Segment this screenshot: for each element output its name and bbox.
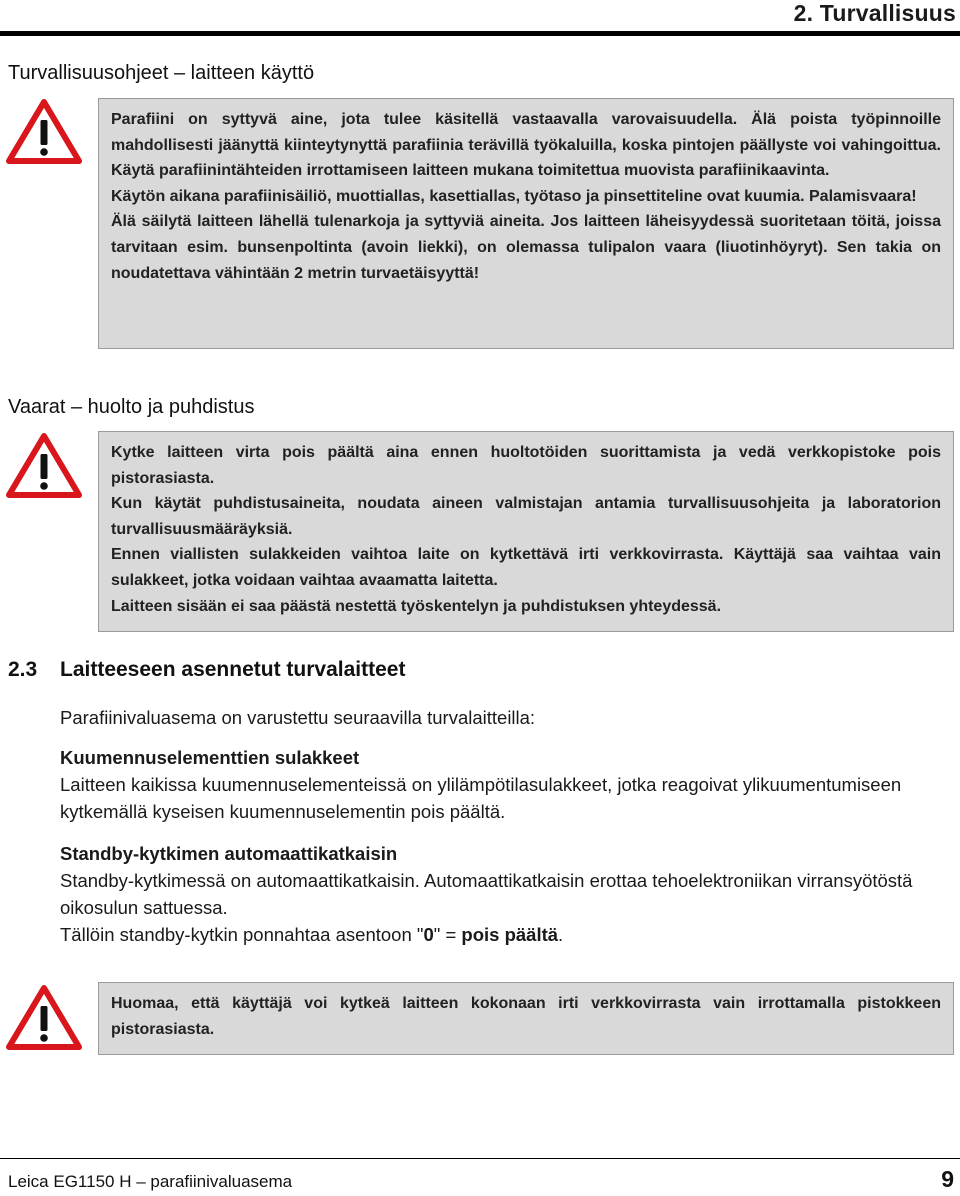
note-box-unplug <box>98 982 954 1055</box>
warning-paragraph: Käytön aikana parafiinisäiliö, muottiallas, kasettiallas, työtaso ja pinsettiteline ovat kuumia. Palamisvaara! <box>111 187 917 205</box>
block-text-switch-position <box>60 921 954 948</box>
section-title-maintenance: Vaarat – huolto ja puhdistus <box>8 396 255 418</box>
block-heater-fuses <box>60 744 954 825</box>
warning-paragraph: Kytke laitteen virta pois päältä aina ennen huoltotöiden suorittamista ja vedä verkkopistoke pois pistorasiasta. <box>111 444 941 487</box>
warning-paragraph: Älä säilytä laitteen lähellä tulenarkoja ja syttyviä aineita. Jos laitteen läheisyydessä suoritetaan töitä, joissa tarvitaan esim. bunsenpoltinta (avoin liekki), on olemassa tulipalon vaara (liuotinhöyryt). Sen takia on noudatettava vähintään 2 metrin turvaetäisyyttä! <box>111 213 941 282</box>
note-text: Huomaa, että käyttäjä voi kytkeä laitteen kokonaan irti verkkovirrasta vain irrottamalla pistokkeen pistorasiasta. <box>111 995 941 1038</box>
block-text: Standby-kytkimessä on automaattikatkaisin. Automaattikatkaisin erottaa tehoelektroniikan virransyötöstä oikosulun sattuessa. <box>60 870 913 918</box>
warning-paragraph: Parafiini on syttyvä aine, jota tulee käsitellä vastaavalla varovaisuudella. Älä poista työpinnoille mahdollisesti jäänyttä kiinteytynyttä parafiinia terävillä työkaluilla, koska pintojen päällyste voi vahingoittua. Käytä parafiinintähteiden irrottamiseen laitteen mukana toimitettua muovista parafiinikaavinta. <box>111 111 941 180</box>
subsection-heading <box>8 658 405 682</box>
block-heading: Kuumennuselementtien sulakkeet <box>60 747 360 768</box>
chapter-title: 2. Turvallisuus <box>793 0 956 26</box>
warning-paragraph: Kun käytät puhdistusaineita, noudata aineen valmistajan antamia turvallisuusohjeita ja laboratorion turvallisuusmääräyksiä. <box>111 495 941 538</box>
subsection-title: Laitteeseen asennetut turvalaitteet <box>60 658 406 681</box>
text-part: " = <box>433 924 462 945</box>
position-zero: 0 <box>423 924 434 945</box>
warning-paragraph: Ennen viallisten sulakkeiden vaihtoa laite on kytkettävä irti verkkovirrasta. Käyttäjä saa vaihtaa vain sulakkeet, jotka voidaan vaihtaa avaamatta laitetta. <box>111 546 941 589</box>
footer-rule <box>0 1158 960 1159</box>
warning-box-maintenance <box>98 431 954 632</box>
warning-triangle-icon <box>6 98 82 164</box>
position-off: pois päältä <box>461 924 559 945</box>
warning-paragraph: Laitteen sisään ei saa päästä nestettä työskentelyn ja puhdistuksen yhteydessä. <box>111 597 722 615</box>
text-part: Tällöin standby-kytkin ponnahtaa asentoon " <box>60 924 424 945</box>
footer-document-title: Leica EG1150 H – parafiinivaluasema <box>8 1172 293 1191</box>
block-text: Laitteen kaikissa kuumennuselementeissä on ylilämpötilasulakkeet, jotka reagoivat ylikuumentumiseen kytkemällä kyseisen kuumennuselementin pois päältä. <box>60 774 902 822</box>
text-part: . <box>558 924 564 945</box>
warning-triangle-icon <box>6 984 82 1050</box>
header-rule <box>0 31 960 36</box>
warning-triangle-icon <box>6 432 82 498</box>
block-heading: Standby-kytkimen automaattikatkaisin <box>60 843 398 864</box>
subsection-intro <box>60 704 954 731</box>
block-standby-switch <box>60 840 954 948</box>
section-title-safety-use: Turvallisuusohjeet – laitteen käyttö <box>8 62 315 84</box>
warning-box-safety-use <box>98 98 954 349</box>
intro-text: Parafiinivaluasema on varustettu seuraavilla turvalaitteilla: <box>60 707 536 728</box>
subsection-number: 2.3 <box>8 658 38 681</box>
page-number: 9 <box>941 1166 954 1192</box>
